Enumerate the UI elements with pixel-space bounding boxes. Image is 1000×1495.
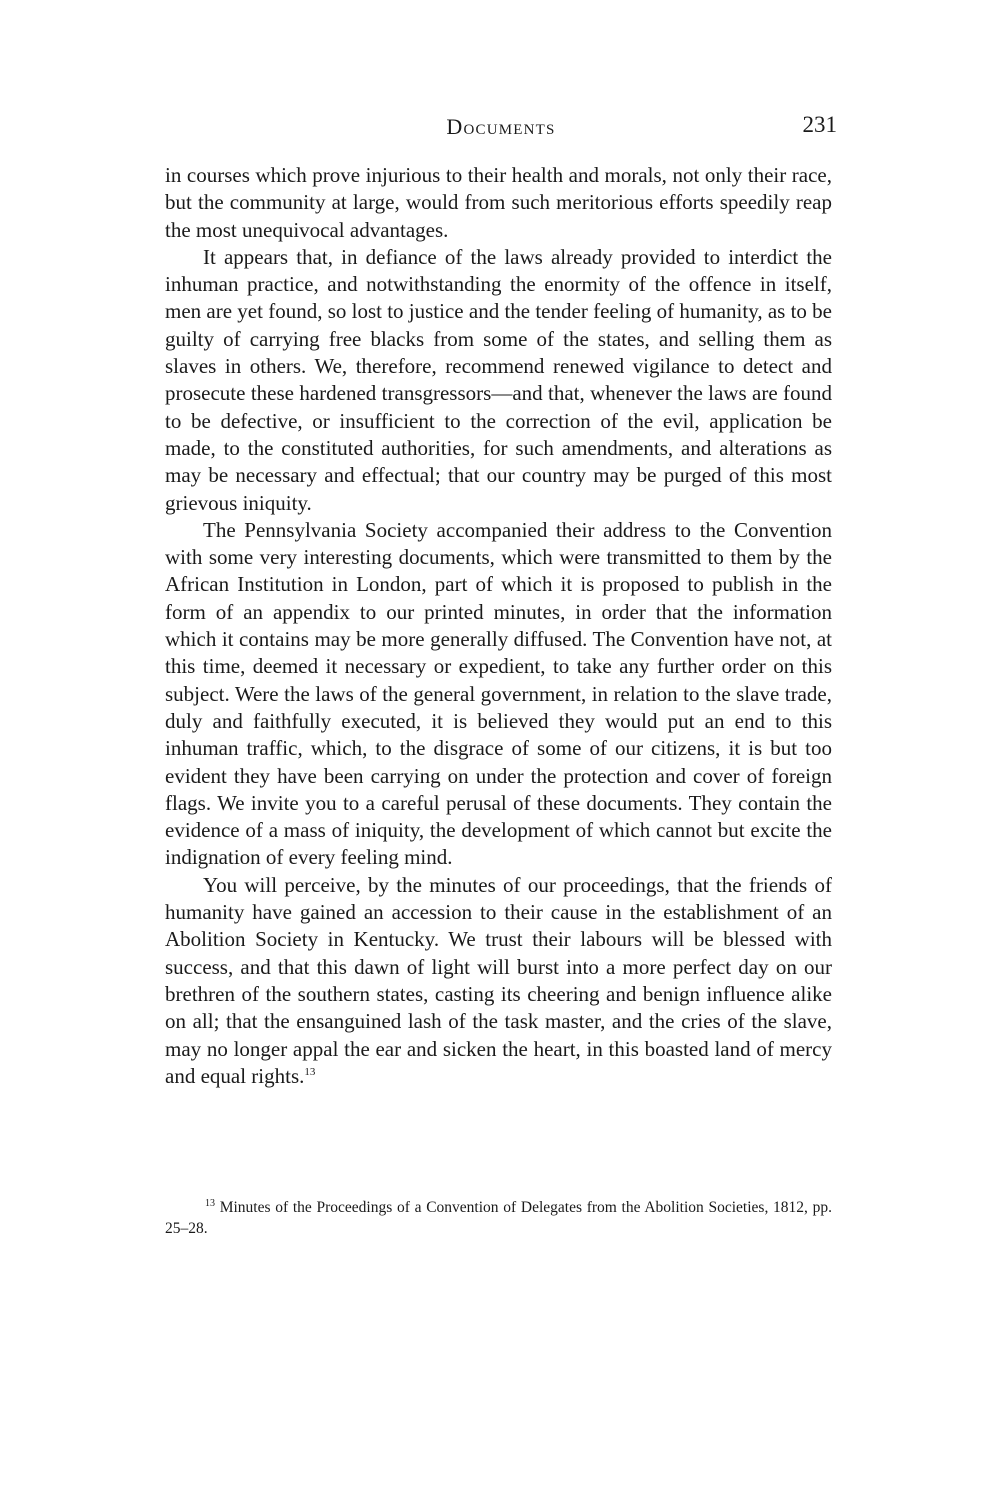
footnote-paragraph: [165, 1197, 832, 1239]
running-header: [165, 110, 837, 144]
footnote-reference: 13: [304, 1065, 316, 1078]
paragraph-2: [165, 244, 832, 517]
footnote-text: Minutes of the Proceedings of a Convention of Delegates from the Abolition Societies, 1812, pp. 25–28.: [165, 1199, 832, 1237]
footnote-marker: 13: [205, 1198, 215, 1209]
paragraph-text: It appears that, in defiance of the laws already provided to interdict the inhuman practice, and notwithstanding the enormity of the offence in itself, men are yet found, so lost to justice and the tender feeling of humanity, as to be guilty of carrying free blacks from some of the states, and selling them as slaves in others. We, therefore, recommend renewed vigilance to detect and prosecute these hardened transgressors—and that, whenever the laws are found to be defective, or insufficient to the correction of the evil, application be made, to the constituted authorities, for such amendments, and alterations as may be necessary and effectual; that our country may be purged of this most grievous iniquity.: [165, 244, 832, 515]
paragraph-4: [165, 872, 832, 1090]
paragraph-text: The Pennsylvania Society accompanied their address to the Convention with some very interesting documents, which were transmitted to them by the African Institution in London, part of which it is proposed to publish in the form of an appendix to our printed minutes, in order that the information which it contains may be more generally diffused. The Convention have not, at this time, deemed it necessary or expedient, to take any further order on this subject. Were the laws of the general government, in relation to the slave trade, duly and faithfully executed, it is believed they would put an end to this inhuman traffic, which, to the disgrace of some of our citizens, it is but too evident they have been carrying on under the protection and cover of foreign flags. We invite you to a careful perusal of these documents. They contain the evidence of a mass of iniquity, the development of which cannot but excite the indignation of every feeling mind.: [165, 517, 832, 870]
paragraph-text: in courses which prove injurious to their health and morals, not only their race, but the community at large, would from such meritorious efforts speedily reap the most unequivocal advantages.: [165, 163, 832, 242]
body-text: [165, 162, 832, 1090]
footnote: [165, 1197, 832, 1239]
paragraph-3: [165, 517, 832, 872]
paragraph-1: [165, 162, 832, 244]
page-number: 231: [802, 112, 837, 137]
running-title: Documents: [446, 114, 556, 139]
paragraph-text: You will perceive, by the minutes of our proceedings, that the friends of humanity have gained an accession to their cause in the establishment of an Abolition Society in Kentucky. We trust their labours will be blessed with success, and that this dawn of light will burst into a more perfect day on our brethren of the southern states, casting its cheering and benign influence alike on all; that the ensanguined lash of the task master, and the cries of the slave, may no longer appal the ear and sicken the heart, in this boasted land of mercy and equal rights.: [165, 872, 832, 1088]
